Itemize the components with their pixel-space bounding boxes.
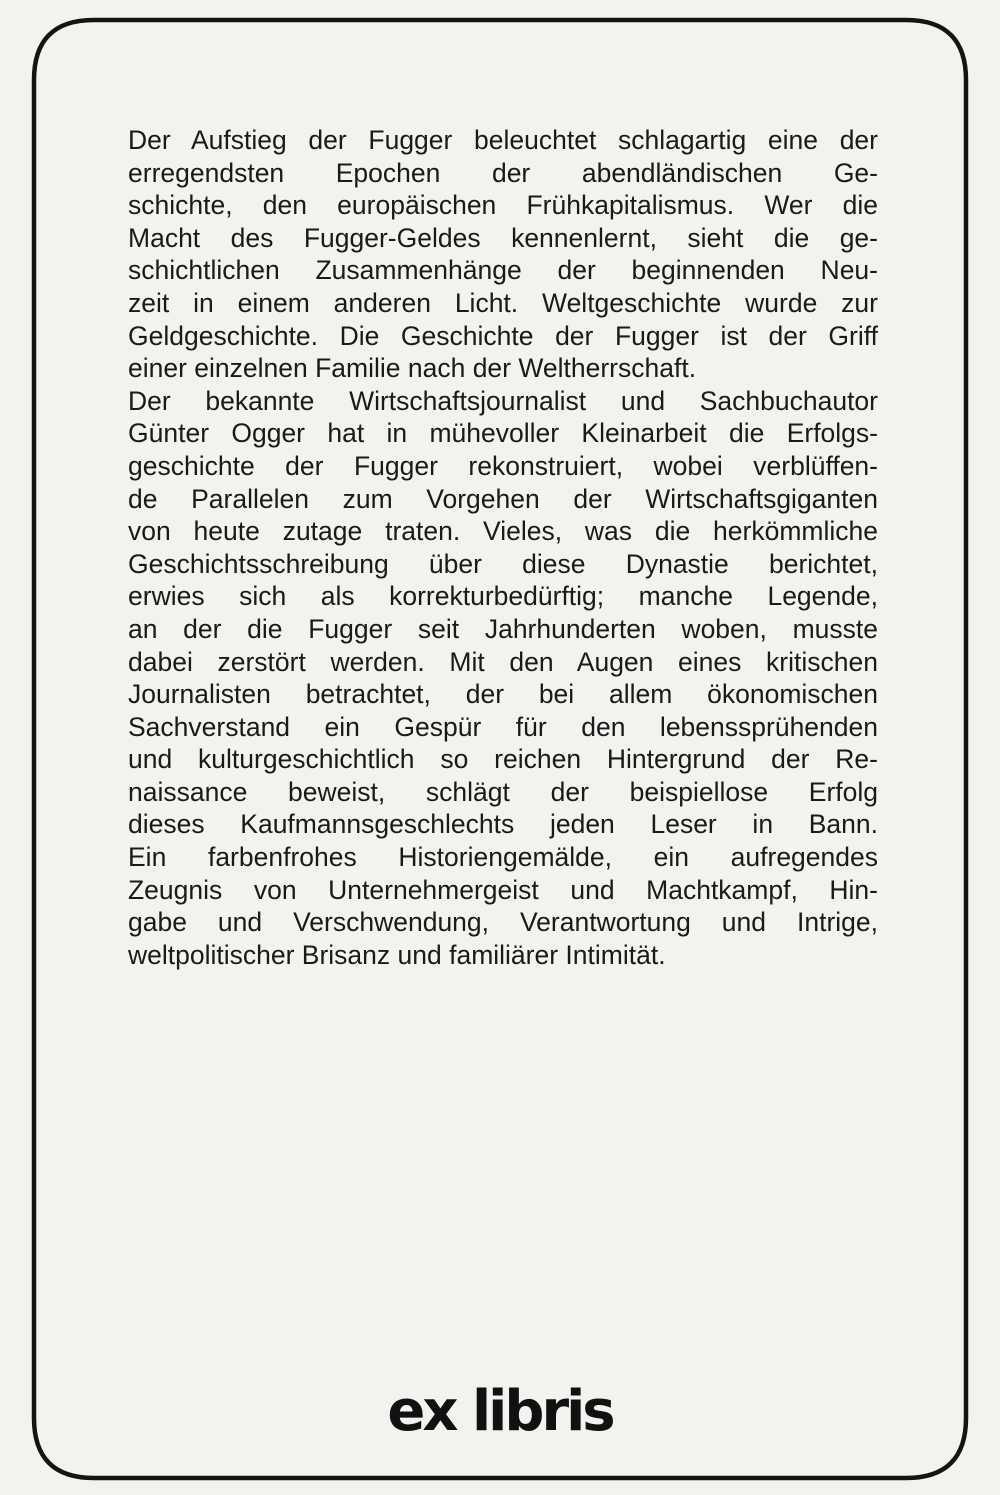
blurb-line: de Parallelen zum Vorgehen der Wirtschaftsgiganten — [128, 483, 878, 514]
blurb-line: geschichte der Fugger rekonstruiert, wobei verblüffen- — [128, 450, 878, 481]
blurb-line: einer einzelnen Familie nach der Weltherrschaft. — [128, 353, 697, 384]
blurb-line: und kulturgeschichtlich so reichen Hintergrund der Re- — [128, 744, 878, 775]
blurb-line: Ein farbenfrohes Historiengemälde, ein aufregendes — [128, 842, 878, 873]
blurb-line: naissance beweist, schlägt der beispiellose Erfolg — [128, 776, 878, 807]
blurb-line: Macht des Fugger-Geldes kennenlernt, sieht die ge- — [128, 222, 878, 253]
blurb-line: dieses Kaufmannsgeschlechts jeden Leser in Bann. — [128, 809, 878, 840]
back-cover-blurb — [128, 124, 878, 971]
blurb-line: zeit in einem anderen Licht. Weltgeschichte wurde zur — [128, 287, 878, 318]
blurb-line: weltpolitischer Brisanz und familiärer Intimität. — [128, 939, 666, 970]
blurb-line: von heute zutage traten. Vieles, was die herkömmliche — [128, 516, 878, 547]
blurb-line: schichtlichen Zusammenhänge der beginnenden Neu- — [128, 255, 878, 286]
blurb-line: Der bekannte Wirtschaftsjournalist und Sachbuchautor — [128, 385, 878, 416]
blurb-line: erregendsten Epochen der abendländischen Ge- — [128, 157, 878, 188]
blurb-line: erwies sich als korrekturbedürftig; manche Legende, — [128, 581, 878, 612]
blurb-line: Sachverstand ein Gespür für den lebenssprühenden — [128, 711, 878, 742]
blurb-line: Zeugnis von Unternehmergeist und Machtkampf, Hin- — [128, 874, 878, 905]
blurb-line: Geschichtsschreibung über diese Dynastie berichtet, — [128, 548, 878, 579]
blurb-line: dabei zerstört werden. Mit den Augen eines kritischen — [128, 646, 878, 677]
blurb-line: Der Aufstieg der Fugger beleuchtet schlagartig eine der — [128, 125, 878, 155]
blurb-line: Geldgeschichte. Die Geschichte der Fugger ist der Griff — [128, 320, 878, 351]
publisher-logo: ex libris — [387, 1379, 613, 1444]
blurb-line: an der die Fugger seit Jahrhunderten woben, musste — [128, 613, 878, 644]
blurb-line: Günter Ogger hat in mühevoller Kleinarbeit die Erfolgs- — [128, 418, 878, 449]
blurb-line: gabe und Verschwendung, Verantwortung und Intrige, — [128, 907, 878, 938]
blurb-line: schichte, den europäischen Frühkapitalismus. Wer die — [128, 190, 878, 221]
blurb-line: Journalisten betrachtet, der bei allem ökonomischen — [128, 679, 878, 710]
